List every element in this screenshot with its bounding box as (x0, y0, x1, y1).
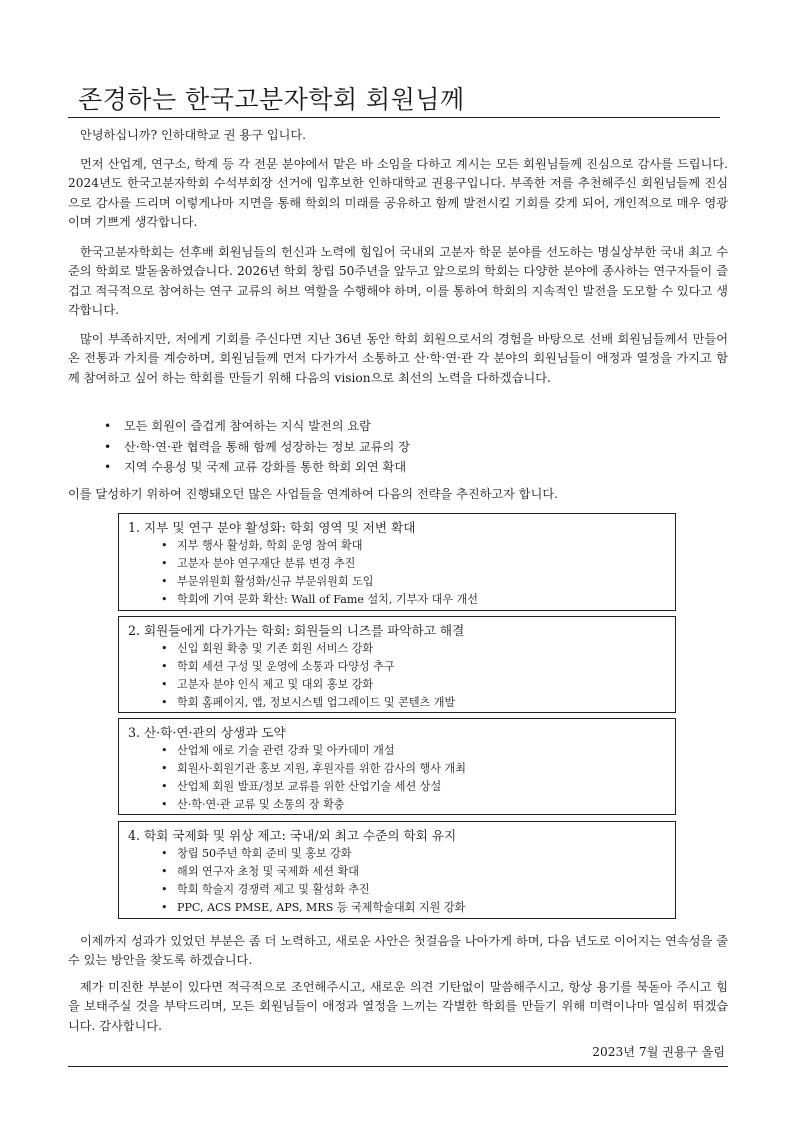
paragraph-intro: 먼저 산업계, 연구소, 학계 등 각 전문 분야에서 맡은 바 소임을 다하고 계시는 모든 회원님들께 진심으로 감사를 드립니다. 2024년도 한국고분자학회 수석부회장 선거에 입후보한 인하대학교 권용구입니다. 부족한 저를 추천해주신 회원님들께 진심으로 감사를 드리며 이렇게나마 지면을 통해 학회의 미래를 공유하고 함께 발전시킬 기회를 갖게 되어, 개인적으로 매우 영광이며 기쁘게 생각합니다. (68, 157, 728, 229)
closing-paragraph-2: 제가 미진한 부분이 있다면 적극적으로 조언해주시고, 새로운 의견 기탄없이 말씀해주시고, 항상 용기를 북돋아 주시고 힘을 보태주실 것을 부탁드리며, 모든 회원님들이 애정과 열정을 느끼는 각별한 학회를 만들기 위해 미력이나마 열심히 뛰겠습니다. 감사합니다. (68, 980, 728, 1033)
strategy-items (161, 640, 455, 712)
strategy-items (161, 537, 478, 609)
closing-paragraph-1: 이제까지 성과가 있었던 부분은 좀 더 노력하고, 새로운 사안은 첫걸음을 나아가게 하며, 다음 년도로 이어지는 연속성을 줄 수 있는 방안을 찾도록 하겠습니다. (68, 934, 728, 968)
strategy-item: • 학회에 기여 문화 확산: Wall of Fame 설치, 기부자 대우 개선 (161, 591, 478, 609)
greeting: 안녕하십니까? 인하대학교 권 용구 입니다. (80, 128, 307, 142)
strategy-item: • 고분자 분야 인식 제고 및 대외 홍보 강화 (161, 676, 455, 694)
strategy-title: 1. 지부 및 연구 분야 활성화: 학회 영역 및 저변 확대 (128, 520, 416, 535)
paragraph-society: 한국고분자학회는 선후배 회원님들의 헌신과 노력에 힘입어 국내외 고분자 학문 분야를 선도하는 명실상부한 국내 최고 수준의 학회로 발돋움하였습니다. 2026년 학회 창립 50주년을 앞두고 앞으로의 학회는 다양한 분야에 종사하는 연구자들이 즐겁고 적극적으로 참여하는 연구 교류의 허브 역할을 수행해야 하며, 이를 통하여 학회의 지속적인 발전을 도모할 수 있다고 생각합니다. (68, 245, 728, 317)
vision-item: • 산·학·연·관 협력을 통해 함께 성장하는 정보 교류의 장 (104, 437, 410, 458)
strategy-intro: 이를 달성하기 위하여 진행돼오던 많은 사업들을 연계하여 다음의 전략을 추진하고자 합니다. (68, 487, 558, 501)
paragraph-commitment: 많이 부족하지만, 저에게 기회를 주신다면 지난 36년 동안 학회 회원으로서의 경험을 바탕으로 선배 회원님들께서 만들어온 전통과 가치를 계승하며, 회원님들께 먼저 다가가서 소통하고 산·학·연·관 각 분야의 회원님들이 애정과 열정을 가지고 함께 참여하고 싶어 하는 학회를 만들기 위해 다음의 vision으로 최선의 노력을 다하겠습니다. (68, 332, 728, 385)
strategy-item: • 회원사·회원기관 홍보 지원, 후원자를 위한 감사의 행사 개최 (161, 760, 466, 778)
strategy-box-2 (118, 616, 676, 713)
strategy-item: • 학회 세션 구성 및 운영에 소통과 다양성 추구 (161, 658, 455, 676)
strategy-items (161, 742, 466, 814)
strategy-item: • 창립 50주년 학회 준비 및 홍보 강화 (161, 845, 465, 863)
signature: 2023년 7월 권용구 올림 (592, 1045, 725, 1059)
vision-list (104, 416, 410, 478)
strategy-item: • 산업체 회원 발표/정보 교류를 위한 산업기술 세션 상설 (161, 778, 466, 796)
strategy-items (161, 845, 465, 917)
strategy-item: • 산업체 애로 기술 관련 강좌 및 아카데미 개설 (161, 742, 466, 760)
strategy-item: • 해외 연구자 초청 및 국제화 세션 확대 (161, 863, 465, 881)
strategy-item: • 지부 행사 활성화, 학회 운영 참여 확대 (161, 537, 478, 555)
vision-item: • 지역 수용성 및 국제 교류 강화를 통한 학회 외연 확대 (104, 457, 410, 478)
strategy-box-1 (118, 513, 676, 611)
page-title: 존경하는 한국고분자학회 회원님께 (78, 85, 465, 114)
vision-item: • 모든 회원이 즐겁게 참여하는 지식 발전의 요람 (104, 416, 410, 437)
strategy-item: • PPC, ACS PMSE, APS, MRS 등 국제학술대회 지원 강화 (161, 899, 465, 917)
strategy-box-3 (118, 718, 676, 815)
strategy-title: 3. 산·학·연·관의 상생과 도약 (128, 725, 286, 740)
strategy-item: • 산·학·연·관 교류 및 소통의 장 확충 (161, 796, 466, 814)
title-divider (68, 117, 720, 118)
strategy-item: • 부문위원회 활성화/신규 부문위원회 도입 (161, 573, 478, 591)
strategy-item: • 학회 홈페이지, 앱, 정보시스템 업그레이드 및 콘텐츠 개발 (161, 694, 455, 712)
strategy-item: • 신입 회원 확충 및 기존 회원 서비스 강화 (161, 640, 455, 658)
strategy-title: 4. 학회 국제화 및 위상 제고: 국내/외 최고 수준의 학회 유지 (128, 828, 457, 843)
strategy-title: 2. 회원들에게 다가가는 학회: 회원들의 니즈를 파악하고 해결 (128, 623, 465, 638)
strategy-box-4 (118, 821, 676, 919)
strategy-item: • 고분자 분야 연구재단 분류 변경 추진 (161, 555, 478, 573)
strategy-item: • 학회 학술지 경쟁력 제고 및 활성화 추진 (161, 881, 465, 899)
bottom-divider (68, 1066, 728, 1067)
